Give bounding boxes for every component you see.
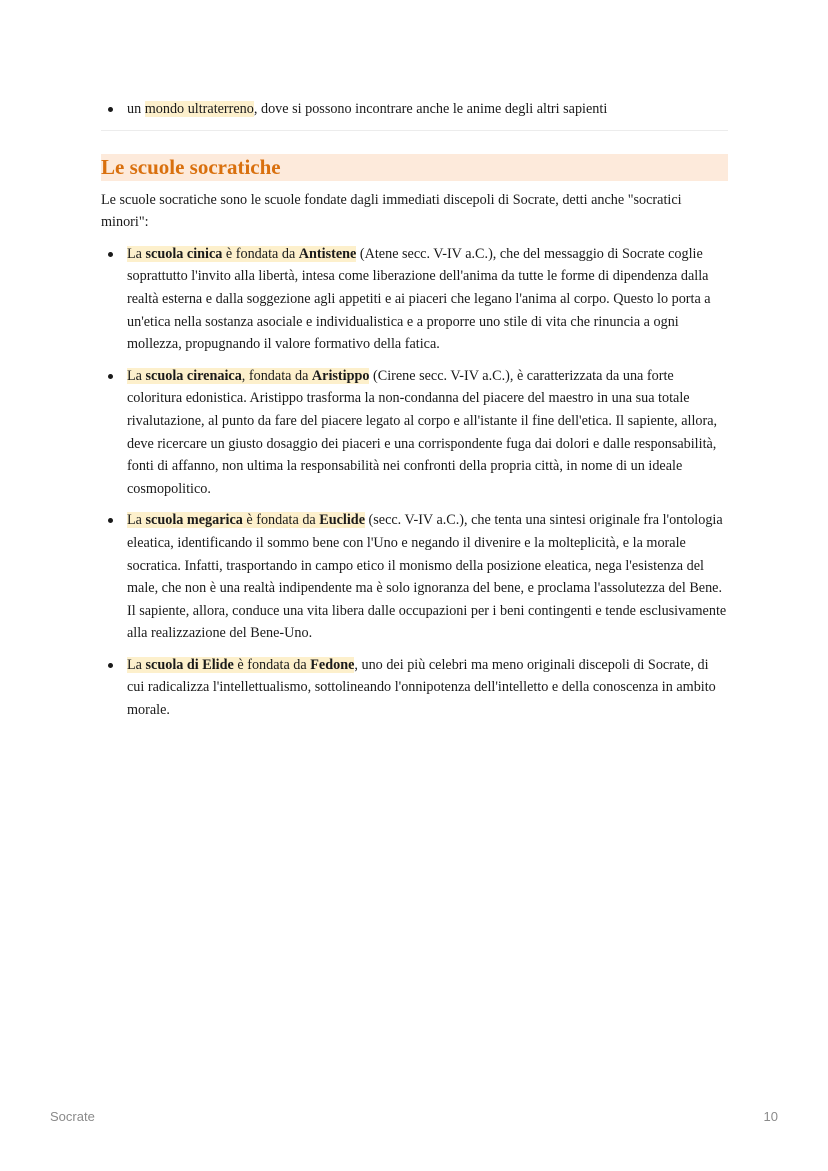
footer-document-title: Socrate [50, 1109, 95, 1124]
founder-name: Antistene [298, 245, 357, 262]
schools-list [101, 243, 728, 722]
list-item-scuola-cirenaica [127, 365, 728, 501]
hl-text-b: è fondata da [242, 512, 320, 529]
founder-name: Euclide [319, 512, 365, 529]
founder-name: Aristippo [311, 367, 370, 384]
school-description: (Cirene secc. V-IV a.C.), è caratterizzata da una forte coloritura edonistica. Aristippo trasforma la non-condanna del piacere del maestro in una sua totale rivalutazione, al punto da fare del piacere legato al corpo e all'istante il fine dell'etica. Il sapiente, allora, deve ricercare un giusto dosaggio dei piaceri e una corrispondente fuga dai dolori e dalle responsabilità, fonti di affanno, non ultima la responsabilità nei confronti della propria città, in nome di un ideale cosmopolitico. [127, 367, 718, 497]
section-intro: Le scuole socratiche sono le scuole fondate dagli immediati discepoli di Socrate, detti anche "socratici minori": [101, 191, 682, 231]
section-heading: Le scuole socratiche [101, 154, 728, 181]
school-description: (secc. V-IV a.C.), che tenta una sintesi originale fra l'ontologia eleatica, identificando il sommo bene con l'Uno e negando il divenire e la molteplicità, e la morale socratica. Infatti, trasportando in campo etico il monismo della posizione eleatica, nega l'esistenza del male, che non è una realtà indipendente ma è solo ignoranza del bene, e proclama l'assolutezza del Bene. Il sapiente, allora, conduce una vita libera dalle occupazioni per i beni contingenti e tende esclusivamente alla realizzazione del Bene-Uno. [127, 512, 727, 642]
school-name: scuola cirenaica [145, 367, 242, 384]
list-item-scuola-di-elide [127, 654, 728, 722]
highlighted-intro [127, 246, 356, 262]
school-description: , uno dei più celebri ma meno originali discepoli di Socrate, di cui radicalizza l'intellettualismo, sottolineando l'onnipotenza dell'intelletto e della conoscenza in ambito morale. [127, 656, 716, 719]
school-description: (Atene secc. V-IV a.C.), che del messaggio di Socrate coglie soprattutto l'invito alla libertà, intesa come liberazione dell'anima da tutte le forme di dipendenza dalla realtà esterna e dalla soggezione agli appetiti e ai piaceri che legano l'anima al corpo. Questo lo porta a un'etica nella sostanza asociale e individualistica e a proporre uno stile di vita che rinuncia a ogni mollezza, propugnando il valore formativo della fatica. [127, 245, 711, 353]
hl-text-a: La [127, 245, 146, 262]
top-bullet-list [101, 98, 728, 121]
highlighted-intro [127, 657, 354, 673]
item-text: , dove si possono incontrare anche le anime degli altri sapienti [253, 101, 608, 117]
highlighted-intro [127, 512, 365, 528]
item-prefix: un [127, 101, 145, 117]
school-name: scuola di Elide [145, 656, 234, 673]
list-item [127, 98, 728, 121]
school-name: scuola megarica [145, 512, 243, 529]
divider [101, 130, 728, 131]
hl-text-b: è fondata da [233, 656, 311, 673]
highlighted-intro [127, 368, 369, 384]
founder-name: Fedone [310, 656, 355, 673]
hl-text-b: è fondata da [222, 245, 299, 262]
page-content [101, 98, 728, 722]
hl-text-a: La [127, 656, 146, 673]
school-name: scuola cinica [145, 245, 223, 262]
highlighted-text: mondo ultraterreno [144, 101, 254, 117]
hl-text-a: La [127, 512, 146, 529]
list-item-scuola-cinica [127, 243, 728, 356]
hl-text-a: La [127, 367, 146, 384]
hl-text-b: , fondata da [241, 367, 312, 384]
footer-page-number: 10 [763, 1109, 778, 1124]
list-item-scuola-megarica [127, 509, 728, 645]
